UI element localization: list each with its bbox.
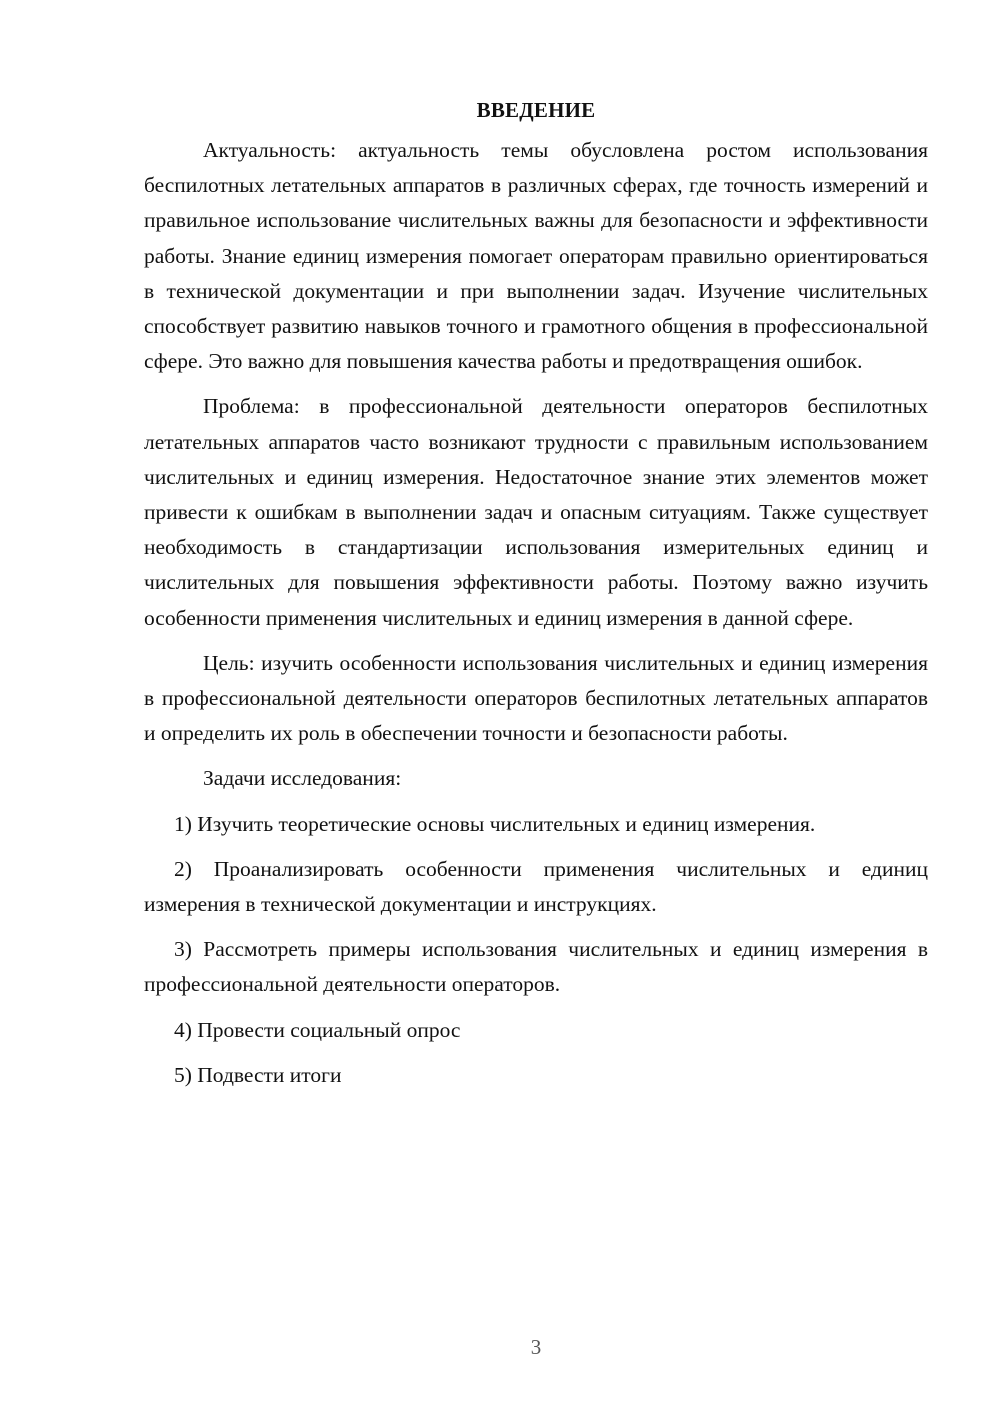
task-item-3: 3) Рассмотреть примеры использования числительных и единиц измерения в профессиональной деятельности операторов. <box>144 937 928 997</box>
task-item-5: 5) Подвести итоги <box>174 1062 342 1087</box>
paragraph-problem: Проблема: в профессиональной деятельности операторов беспилотных летательных аппаратов часто возникают трудности с правильным использованием числительных и единиц измерения. Недостаточное знание этих элементов может привести к ошибкам в выполнении задач и опасным ситуациям. Также существует необходимость в стандартизации использования измерительных единиц и числительных для повышения эффективности работы. Поэтому важно изучить особенности применения числительных и единиц измерения в данной сфере. <box>144 394 928 630</box>
tasks-list <box>144 807 928 1093</box>
task-item-2: 2) Проанализировать особенности применения числительных и единиц измерения в технической документации и инструкциях. <box>144 856 928 917</box>
task-item-1: 1) Изучить теоретические основы числительных и единиц измерения. <box>174 811 816 836</box>
task-item-4: 4) Провести социальный опрос <box>174 1017 461 1042</box>
paragraph-goal: Цель: изучить особенности использования числительных и единиц измерения в профессиональной деятельности операторов беспилотных летательных аппаратов и определить их роль в обеспечении точности и безопасности работы. <box>144 650 928 746</box>
document-body <box>144 96 928 1103</box>
paragraph-relevance: Актуальность: актуальность темы обусловлена ростом использования беспилотных летательных аппаратов в различных сферах, где точность измерений и правильное использование числительных важны для безопасности и эффективности работы. Знание единиц измерения помогает операторам правильно ориентироваться в технической документации и при выполнении задач. Изучение числительных способствует развитию навыков точного и грамотного общения в профессиональной сфере. Это важно для повышения качества работы и предотвращения ошибок. <box>144 138 928 374</box>
section-title: ВВЕДЕНИЕ <box>476 98 596 122</box>
tasks-heading: Задачи исследования: <box>203 766 402 791</box>
page-number: 3 <box>530 1335 542 1359</box>
